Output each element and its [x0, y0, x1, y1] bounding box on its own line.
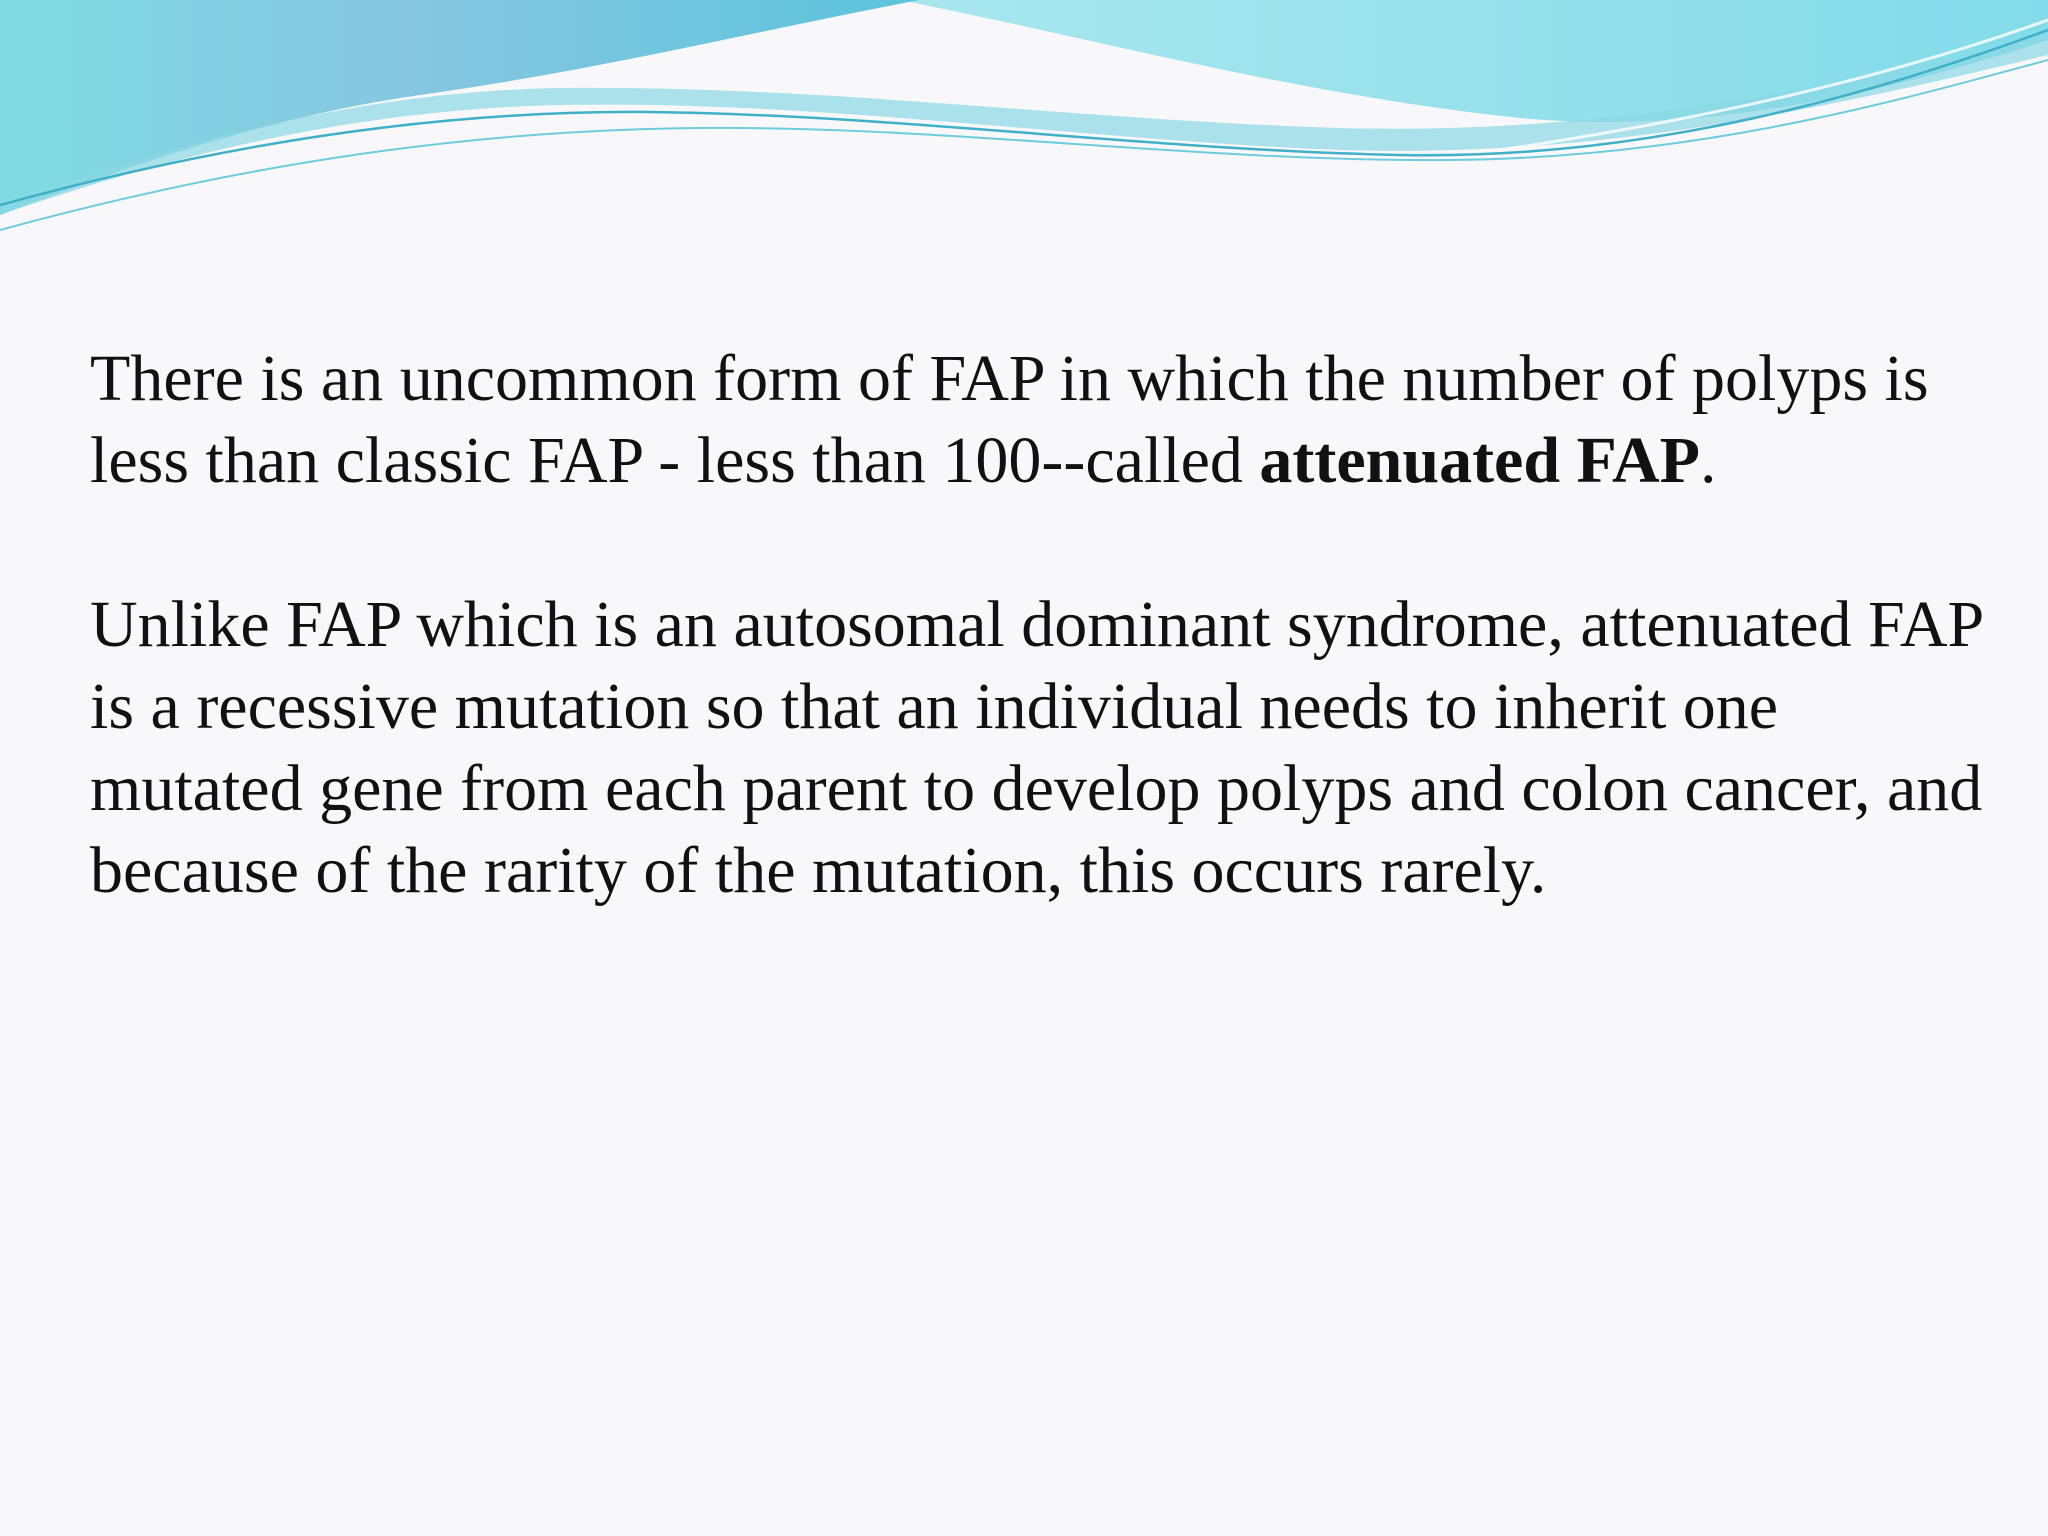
paragraph-attenuated-fap-definition: [90, 338, 1990, 502]
paragraph-text: There is an uncommon form of FAP in which the number of polyps is less than classic FAP - less than 100--called: [90, 342, 1929, 497]
header-wave-decoration: [0, 0, 2048, 240]
paragraph-inheritance: Unlike FAP which is an autosomal dominant syndrome, attenuated FAP is a recessive mutation so that an individual needs to inherit one mutated gene from each parent to develop polyps and colon cancer, and because of the rarity of the mutation, this occurs rarely.: [90, 588, 1983, 907]
slide-body: [90, 338, 1990, 912]
bold-term: attenuated FAP: [1259, 424, 1700, 497]
paragraph-punctuation: .: [1699, 424, 1717, 497]
